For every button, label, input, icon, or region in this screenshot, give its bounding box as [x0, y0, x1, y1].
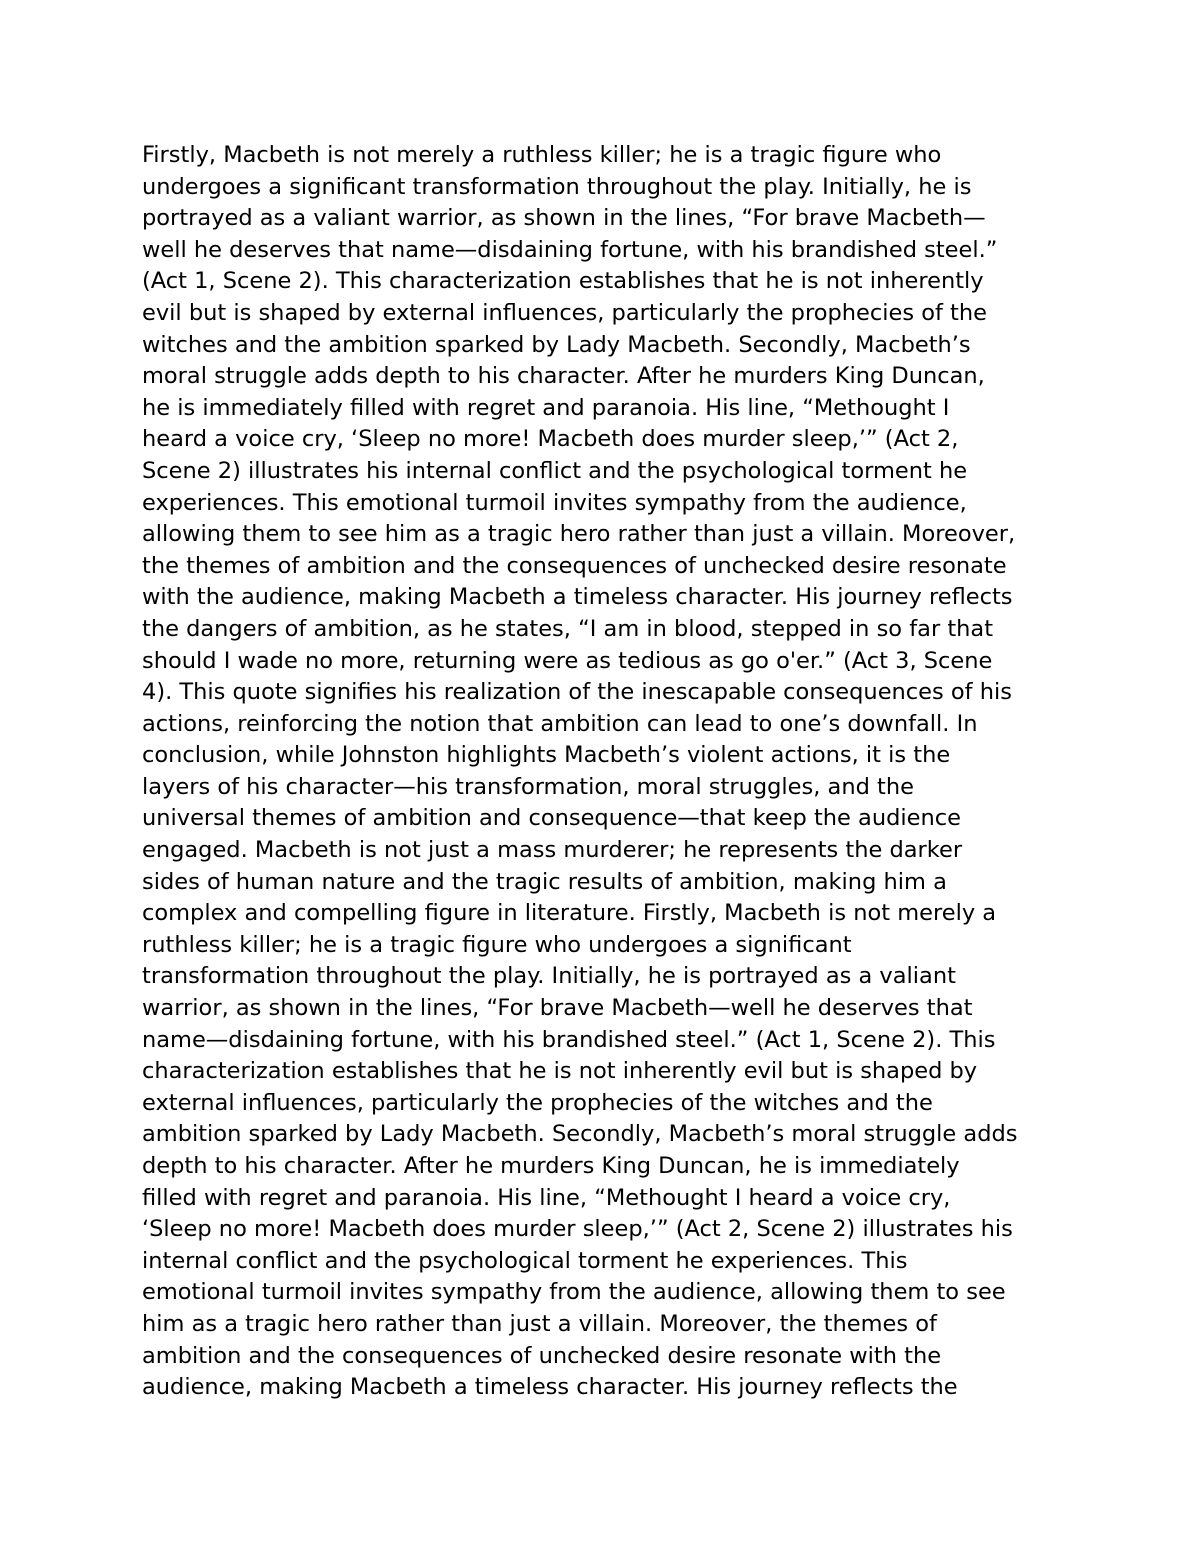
text-line: transformation throughout the play. Initially, he is portrayed as a valiant [142, 963, 956, 990]
text-line: filled with regret and paranoia. His line, “Methought I heard a voice cry, [142, 1184, 951, 1211]
text-line: ‘Sleep no more! Macbeth does murder sleep,’” (Act 2, Scene 2) illustrates his [142, 1216, 1013, 1243]
text-line: him as a tragic hero rather than just a villain. Moreover, the themes of [142, 1310, 937, 1337]
text-line: experiences. This emotional turmoil invites sympathy from the audience, [142, 489, 967, 516]
text-line: allowing them to see him as a tragic hero rather than just a villain. Moreover, [142, 521, 1016, 548]
text-line: emotional turmoil invites sympathy from the audience, allowing them to see [142, 1279, 1006, 1306]
text-line: the themes of ambition and the consequences of unchecked desire resonate [142, 552, 1007, 579]
text-line: characterization establishes that he is not inherently evil but is shaped by [142, 1058, 978, 1085]
text-line: depth to his character. After he murders King Duncan, he is immediately [142, 1153, 960, 1179]
text-line: (Act 1, Scene 2). This characterization establishes that he is not inherently [142, 268, 984, 295]
text-line: portrayed as a valiant warrior, as shown in the lines, “For brave Macbeth— [142, 205, 986, 232]
text-line: ruthless killer; he is a tragic figure who undergoes a significant [142, 931, 852, 958]
body-paragraph [142, 140, 1082, 1404]
text-line: well he deserves that name—disdaining fortune, with his brandished steel.” [142, 236, 998, 263]
text-line: heard a voice cry, ‘Sleep no more! Macbeth does murder sleep,’” (Act 2, [142, 426, 959, 453]
text-line: universal themes of ambition and consequence—that keep the audience [142, 805, 961, 832]
text-line: complex and compelling figure in literature. Firstly, Macbeth is not merely a [142, 900, 997, 927]
text-line: 4). This quote signifies his realization of the inescapable consequences of his [142, 679, 1012, 706]
text-line: internal conflict and the psychological torment he experiences. This [142, 1247, 908, 1274]
text-line: layers of his character—his transformation, moral struggles, and the [142, 773, 914, 800]
text-line: undergoes a significant transformation throughout the play. Initially, he is [142, 173, 972, 200]
text-line: Firstly, Macbeth is not merely a ruthless killer; he is a tragic figure who [142, 142, 942, 168]
text-line: should I wade no more, returning were as tedious as go o'er.” (Act 3, Scene [142, 647, 993, 674]
text-line: ambition sparked by Lady Macbeth. Secondly, Macbeth’s moral struggle adds [142, 1121, 1018, 1148]
text-line: he is immediately filled with regret and paranoia. His line, “Methought I [142, 394, 950, 421]
text-line: moral struggle adds depth to his character. After he murders King Duncan, [142, 363, 985, 390]
text-line: engaged. Macbeth is not just a mass murderer; he represents the darker [142, 837, 963, 864]
text-line: ambition and the consequences of unchecked desire resonate with the [142, 1342, 942, 1369]
text-line: sides of human nature and the tragic results of ambition, making him a [142, 868, 947, 895]
text-line: external influences, particularly the prophecies of the witches and the [142, 1089, 933, 1116]
text-line: actions, reinforcing the notion that ambition can lead to one’s downfall. In [142, 710, 978, 737]
text-line: conclusion, while Johnston highlights Macbeth’s violent actions, it is the [142, 742, 951, 769]
text-line: warrior, as shown in the lines, “For brave Macbeth—well he deserves that [142, 995, 973, 1022]
text-line: audience, making Macbeth a timeless character. His journey reflects the [142, 1374, 958, 1401]
text-line: the dangers of ambition, as he states, “I am in blood, stepped in so far that [142, 615, 994, 642]
text-line: name—disdaining fortune, with his brandished steel.” (Act 1, Scene 2). This [142, 1026, 996, 1053]
text-line: witches and the ambition sparked by Lady Macbeth. Secondly, Macbeth’s [142, 331, 971, 358]
text-line: evil but is shaped by external influences, particularly the prophecies of the [142, 299, 987, 326]
text-line: with the audience, making Macbeth a timeless character. His journey reflects [142, 584, 1013, 611]
text-line: Scene 2) illustrates his internal conflict and the psychological torment he [142, 457, 968, 484]
